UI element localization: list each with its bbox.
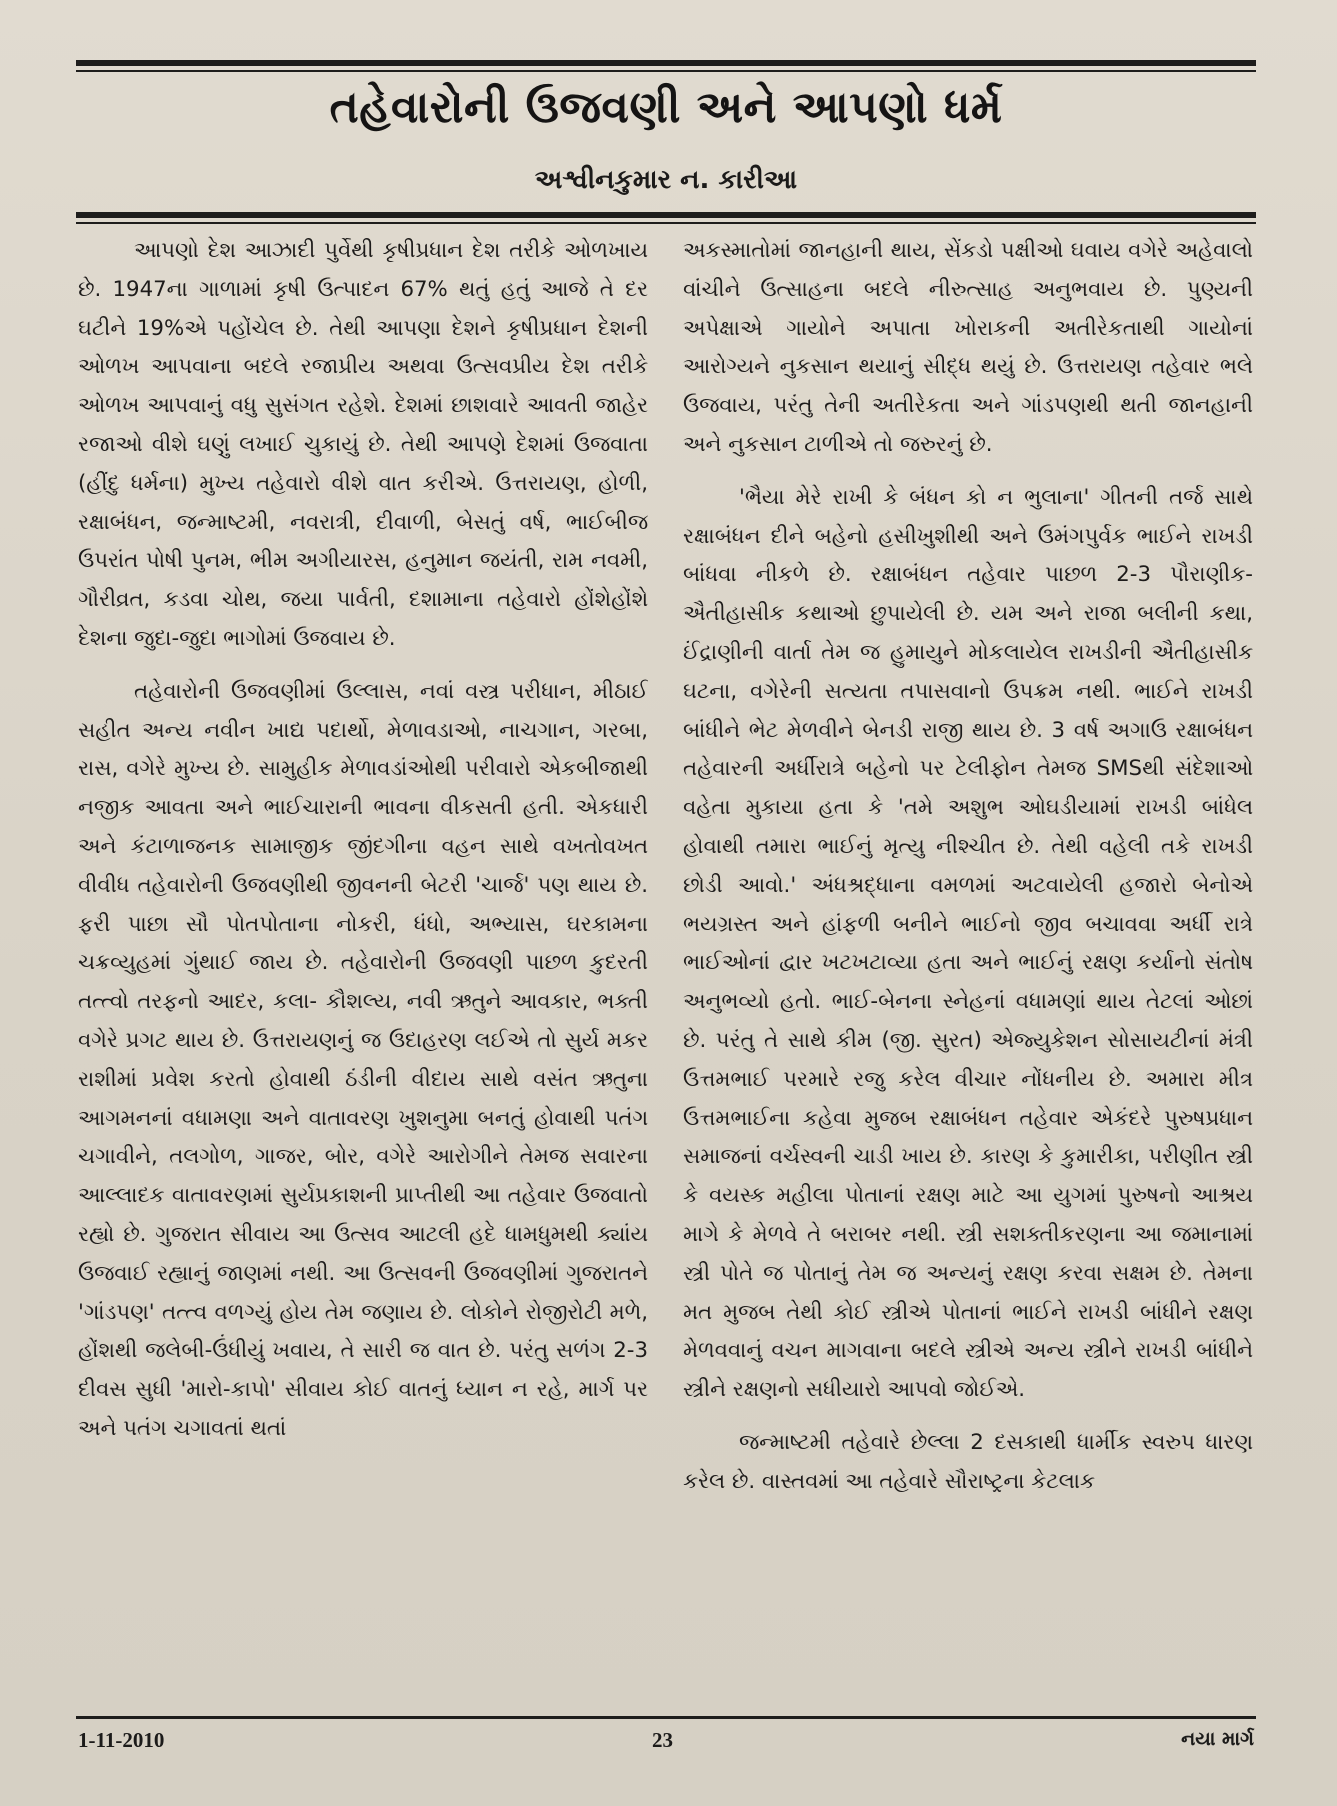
paragraph: તહેવારોની ઉજવણીમાં ઉલ્લાસ, નવાં વસ્ત્ર પરીધાન, મીઠાઈ સહીત અન્ય નવીન ખાદ્ય પદાર્થો, મેળાવડાઓ, નાચગાન, ગરબા, રાસ, વગેરે મુખ્ય છે. સામુહીક મેળાવડાંઓથી પરીવારો એકબીજાથી નજીક આવતા અને ભાઈચારાની ભાવના વીકસતી હતી. એકધારી અને કંટાળાજનક સામાજીક જીંદગીના વહન સાથે વખતોવખત વીવીધ તહેવારોની ઉજવણીથી જીવનની બેટરી 'ચાર્જ' પણ થાય છે. ફરી પાછા સૌ પોતપોતાના નોકરી, ધંધો, અભ્યાસ, ઘરકામના ચક્રવ્યુહમાં ગુંથાઈ જાય છે. તહેવારોની ઉજવણી પાછળ કુદરતી તત્ત્વો તરફનો આદર, કલા- કૌશલ્ય, નવી ઋતુને આવકાર, ભક્તી વગેરે પ્રગટ થાય છે. ઉત્તરાયણનું જ ઉદાહરણ લઈએ તો સુર્ય મકર રાશીમાં પ્રવેશ કરતો હોવાથી ઠંડીની વીદાય સાથે વસંત ઋતુના આગમનનાં વધામણા અને વાતાવરણ ખુશનુમા બનતું હોવાથી પતંગ ચગાવીને, તલગોળ, ગાજર, બોર, વગેરે આરોગીને તેમજ સવારના આલ્લાદક વાતાવરણમાં સુર્યપ્રકાશની પ્રાપ્તીથી આ તહેવાર ઉજવાતો રહ્યો છે. ગુજરાત સીવાય આ ઉત્સવ આટલી હદે ધામધુમથી ક્યાંય ઉજવાઈ રહ્યાનું જાણમાં નથી. આ ઉત્સવની ઉજવણીમાં ગુજરાતને 'ગાંડપણ' તત્ત્વ વળગ્યું હોય તેમ જણાય છે. લોકોને રોજીરોટી મળે, હોંશથી જલેબી-ઉંધીયું ખવાય, તે સારી જ વાત છે. પરંતુ સળંગ 2-3 દીવસ સુધી 'મારો-કાપો' સીવાય કોઈ વાતનું ધ્યાન ન રહે, માર્ગ પર અને પતંગ ચગાવતાં થતાં: [78, 678, 648, 1441]
paragraph: 'ભૈયા મેરે રાખી કે બંધન કો ન ભુલાના' ગીતની તર્જ સાથે રક્ષાબંધન દીને બહેનો હસીખુશીથી અને ઉમંગપુર્વક ભાઈને રાખડી બાંધવા નીકળે છે. રક્ષાબંધન તહેવાર પાછળ 2-3 પૌરાણીક-ઐતીહાસીક કથાઓ છુપાયેલી છે. યમ અને રાજા બલીની કથા, ઈંદ્રાણીની વાર્તા તેમ જ હુમાયુને મોકલાયેલ રાખડીની ઐતીહાસીક ઘટના, વગેરેની સત્યતા તપાસવાનો ઉપક્રમ નથી. ભાઈને રાખડી બાંધીને ભેટ મેળવીને બેનડી રાજી થાય છે. 3 વર્ષ અગાઉ રક્ષાબંધન તહેવારની અર્ધીરાત્રે બહેનો પર ટેલીફોન તેમજ SMSથી સંદેશાઓ વહેતા મુકાયા હતા કે 'તમે અશુભ ઓઘડીયામાં રાખડી બાંધેલ હોવાથી તમારા ભાઈનું મૃત્યુ નીશ્ચીત છે. તેથી વહેલી તકે રાખડી છોડી આવો.' અંધશ્રદ્ધાના વમળમાં અટવાયેલી હજારો બેનોએ ભયગ્રસ્ત અને હાંફળી બનીને ભાઈનો જીવ બચાવવા અર્ધી રાત્રે ભાઈઓનાં દ્વાર ખટખટાવ્યા હતા અને ભાઈનું રક્ષણ કર્યાનો સંતોષ અનુભવ્યો હતો. ભાઈ-બેનના સ્નેહનાં વધામણાં થાય તેટલાં ઓછાં છે. પરંતુ તે સાથે કીમ (જી. સુરત) એજ્યુકેશન સોસાયટીનાં મંત્રી ઉત્તમભાઈ પરમારે રજુ કરેલ વીચાર નોંધનીય છે. અમારા મીત્ર ઉત્તમભાઈના કહેવા મુજબ રક્ષાબંધન તહેવાર એકંદરે પુરુષપ્રધાન સમાજનાં વર્ચસ્વની ચાડી ખાય છે. કારણ કે કુમારીકા, પરીણીત સ્ત્રી કે વયસ્ક મહીલા પોતાનાં રક્ષણ માટે આ યુગમાં પુરુષનો આશ્રય માગે કે મેળવે તે બરાબર નથી. સ્ત્રી સશક્તીકરણના આ જમાનામાં સ્ત્રી પોતે જ પોતાનું તેમ જ અન્યનું રક્ષણ કરવા સક્ષમ છે. તેમના મત મુજબ તેથી કોઈ સ્ત્રીએ પોતાનાં ભાઈને રાખડી બાંધીને રક્ષણ મેળવવાનું વચન માગવાના બદલે સ્ત્રીએ અન્ય સ્ત્રીને રાખડી બાંધીને સ્ત્રીને રક્ષણનો સધીયારો આપવો જોઈએ.: [683, 484, 1253, 1403]
right-column: [683, 232, 1253, 1710]
footer-rule: [76, 1716, 1256, 1719]
magazine-name: નયા માર્ગ: [1181, 1728, 1254, 1750]
article-title: તહેવારોની ઉજવણી અને આપણો ધર્મ: [329, 82, 1003, 133]
paragraph: જન્માષ્ટમી તહેવારે છેલ્લા 2 દસકાથી ધાર્મીક સ્વરુપ ધારણ કરેલ છે. વાસ્તવમાં આ તહેવારે સૌરાષ્ટ્રના કેટલાક: [683, 1429, 1253, 1494]
header-rule: [76, 212, 1256, 218]
left-column: [78, 232, 648, 1710]
article-author: અશ્વીનકુમાર ન. કારીઆ: [534, 165, 798, 195]
paragraph: અકસ્માતોમાં જાનહાની થાય, સેંકડો પક્ષીઓ ઘવાય વગેરે અહેવાલો વાંચીને ઉત્સાહના બદલે નીરુત્સાહ અનુભવાય છે. પુણ્યની અપેક્ષાએ ગાયોને અપાતા ખોરાકની અતીરેકતાથી ગાયોનાં આરોગ્યને નુકસાન થયાનું સીદ્ધ થયું છે. ઉત્તરાયણ તહેવાર ભલે ઉજવાય, પરંતુ તેની અતીરેકતા અને ગાંડપણથી થતી જાનહાની અને નુકસાન ટાળીએ તો જરુરનું છે.: [683, 238, 1253, 457]
top-rule: [76, 60, 1256, 66]
paragraph: આપણો દેશ આઝાદી પુર્વેથી કૃષીપ્રધાન દેશ તરીકે ઓળખાય છે. 1947ના ગાળામાં કૃષી ઉત્પાદન 67% થતું હતું આજે તે દર ઘટીને 19%એ પહોંચેલ છે. તેથી આપણા દેશને કૃષીપ્રધાન દેશની ઓળખ આપવાના બદલે રજાપ્રીય અથવા ઉત્સવપ્રીય દેશ તરીકે ઓળખ આપવાનું વધુ સુસંગત રહેશે. દેશમાં છાશવારે આવતી જાહેર રજાઓ વીશે ઘણું લખાઈ ચુકાયું છે. તેથી આપણે દેશમાં ઉજવાતા (હીંદુ ધર્મના) મુખ્ય તહેવારો વીશે વાત કરીએ. ઉત્તરાયણ, હોળી, રક્ષાબંધન, જન્માષ્ટમી, નવરાત્રી, દીવાળી, બેસતું વર્ષ, ભાઈબીજ ઉપરાંત પોષી પુનમ, ભીમ અગીયારસ, હનુમાન જયંતી, રામ નવમી, ગૌરીવ્રત, કડવા ચોથ, જયા પાર્વતી, દશામાના તહેવારો હોંશેહોંશે દેશના જુદા-જુદા ભાગોમાં ઉજવાય છે.: [78, 238, 648, 651]
page-number: 23: [652, 1728, 673, 1752]
issue-date: 1-11-2010: [78, 1728, 165, 1752]
header-rule-thin: [76, 222, 1256, 224]
top-rule-thin: [76, 70, 1256, 72]
